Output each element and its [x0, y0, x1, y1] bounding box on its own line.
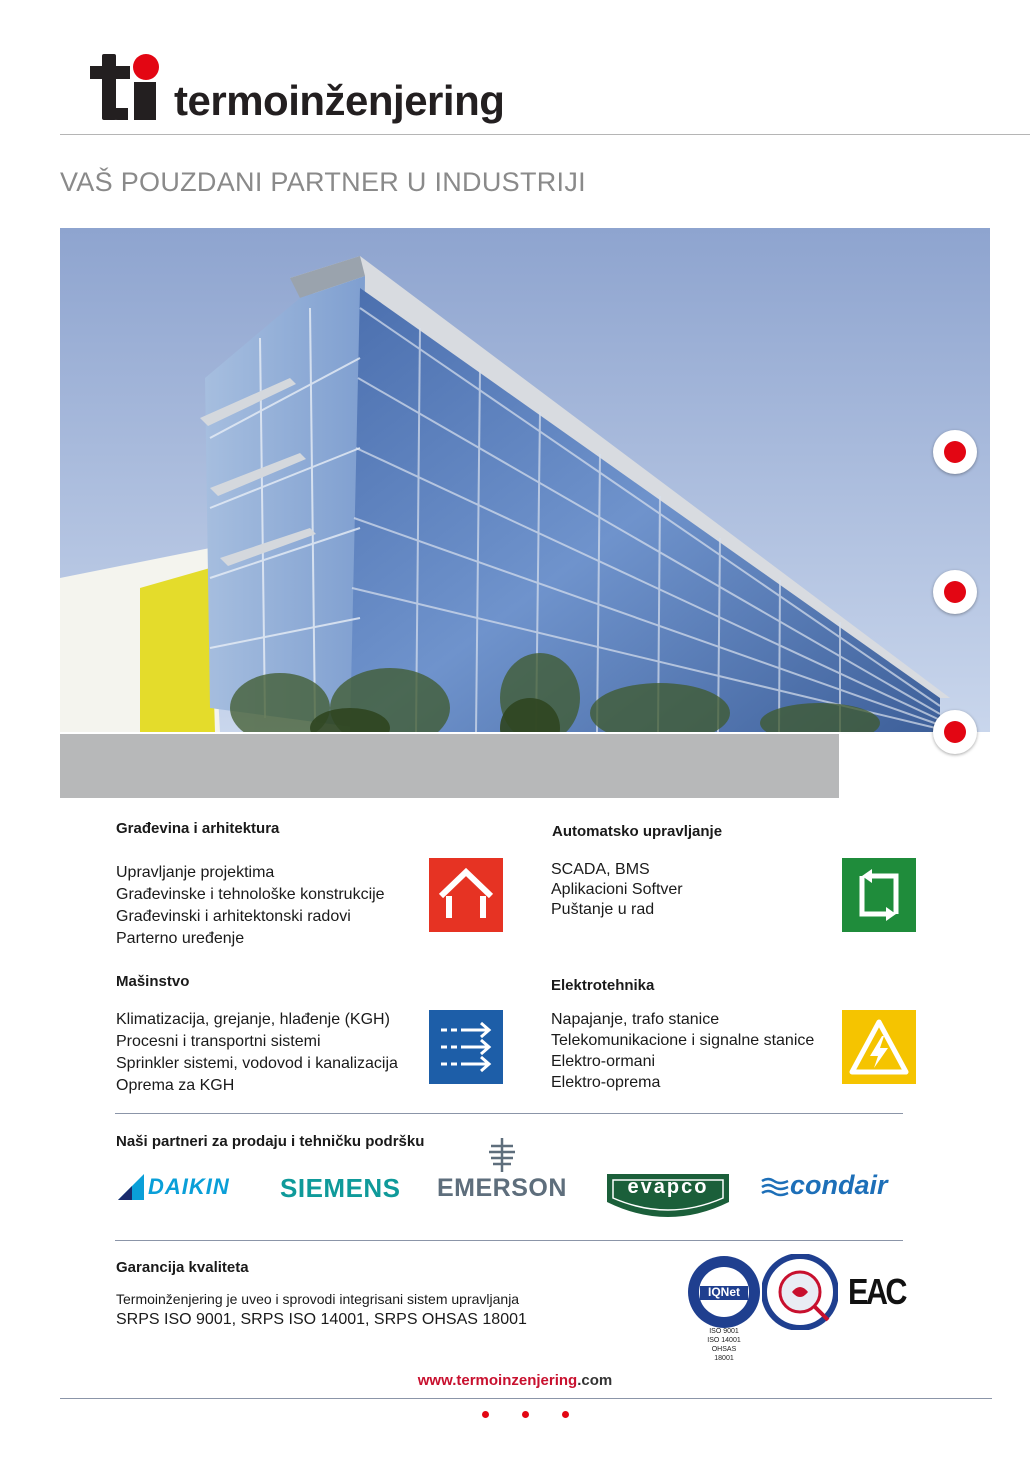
- list-item: Procesni i transportni sistemi: [116, 1033, 321, 1050]
- tagline: VAŠ POUZDANI PARTNER U INDUSTRIJI: [60, 167, 586, 197]
- cycle-arrows-icon: [842, 858, 916, 932]
- quality-title: Garancija kvaliteta: [116, 1259, 249, 1276]
- list-item: Napajanje, trafo stanice: [551, 1011, 720, 1028]
- cert-standard: ISO 14001: [707, 1337, 741, 1344]
- hero-building-image: [60, 228, 990, 732]
- house-icon: [429, 858, 503, 932]
- section-title-gradjevina: Građevina i arhitektura: [116, 820, 280, 837]
- partners-title: Naši partneri za prodaju i tehničku podršku: [116, 1133, 425, 1150]
- brand-name: termoinženjering: [174, 77, 505, 124]
- divider: [115, 1113, 903, 1114]
- list-gradjevina: [116, 862, 385, 950]
- integrated-system-cert-badge: [762, 1254, 838, 1335]
- daikin-mark-icon: [116, 1172, 146, 1202]
- list-item: Aplikacioni Softver: [551, 881, 683, 898]
- list-item: Građevinski i arhitektonski radovi: [116, 908, 351, 925]
- daikin-logo: [116, 1172, 230, 1202]
- list-item: Elektro-ormani: [551, 1053, 656, 1070]
- grey-banner: [60, 734, 839, 798]
- url-tld: .com: [577, 1372, 613, 1389]
- emerson-logo: [437, 1136, 567, 1203]
- list-automatsko: [551, 860, 683, 920]
- list-item: Oprema za KGH: [116, 1077, 235, 1094]
- cert-standard: OHSAS 18001: [711, 1346, 737, 1362]
- list-item: SCADA, BMS: [551, 861, 650, 878]
- siemens-logo: [280, 1173, 401, 1204]
- list-item: Elektro-oprema: [551, 1074, 661, 1091]
- footer-divider: [60, 1398, 992, 1399]
- list-item: Sprinkler sistemi, vodovod i kanalizacija: [116, 1055, 398, 1072]
- divider: [115, 1240, 903, 1241]
- header-divider: [60, 134, 1030, 135]
- list-item: Građevinske i tehnološke konstrukcije: [116, 886, 385, 903]
- decor-dot-icon: [562, 1411, 569, 1418]
- section-title-elektro: Elektrotehnika: [551, 977, 655, 994]
- list-item: Klimatizacija, grejanje, hlađenje (KGH): [116, 1011, 390, 1028]
- url-main: www.termoinzenjering: [417, 1372, 578, 1389]
- condair-waves-icon: [760, 1175, 790, 1197]
- flow-arrows-icon: [429, 1010, 503, 1084]
- cert-standards-list: [702, 1327, 746, 1363]
- quality-standards: SRPS ISO 9001, SRPS ISO 14001, SRPS OHSAS 18001: [116, 1311, 527, 1328]
- evapco-logo: [605, 1172, 731, 1222]
- website-url[interactable]: [0, 1372, 1030, 1389]
- condair-wordmark: condair: [790, 1170, 888, 1200]
- list-elektro: [551, 1009, 814, 1093]
- ti-logo-mark-icon: [88, 52, 164, 124]
- red-dot-icon: [933, 710, 977, 754]
- section-title-automatsko: Automatsko upravljanje: [552, 823, 723, 840]
- list-item: Upravljanje projektima: [116, 864, 275, 881]
- quality-description: Termoinženjering je uveo i sprovodi integrisani sistem upravljanja: [116, 1291, 520, 1307]
- list-item: Telekomunikacione i signalne stanice: [551, 1032, 815, 1049]
- eac-mark: EAC: [848, 1271, 905, 1312]
- condair-logo: [760, 1170, 888, 1201]
- high-voltage-icon: [842, 1010, 916, 1084]
- emerson-wordmark: EMERSON: [437, 1174, 567, 1202]
- red-dot-icon: [933, 430, 977, 474]
- daikin-wordmark: DAIKIN: [148, 1174, 230, 1199]
- cert-standard: ISO 9001: [709, 1328, 739, 1335]
- company-logo: [88, 52, 504, 124]
- section-title-masinstvo: Mašinstvo: [116, 973, 190, 990]
- siemens-wordmark: SIEMENS: [280, 1173, 401, 1203]
- decor-dot-icon: [522, 1411, 529, 1418]
- iqnet-cert-badge: [686, 1254, 762, 1335]
- red-dot-icon: [933, 570, 977, 614]
- emerson-mark-icon: [487, 1136, 517, 1174]
- list-item: Puštanje u rad: [551, 901, 655, 918]
- decor-dot-icon: [482, 1411, 489, 1418]
- iqnet-label: IQNet: [707, 1285, 740, 1299]
- list-item: Parterno uređenje: [116, 930, 245, 947]
- evapco-wordmark: evapco: [627, 1176, 709, 1198]
- list-masinstvo: [116, 1009, 398, 1097]
